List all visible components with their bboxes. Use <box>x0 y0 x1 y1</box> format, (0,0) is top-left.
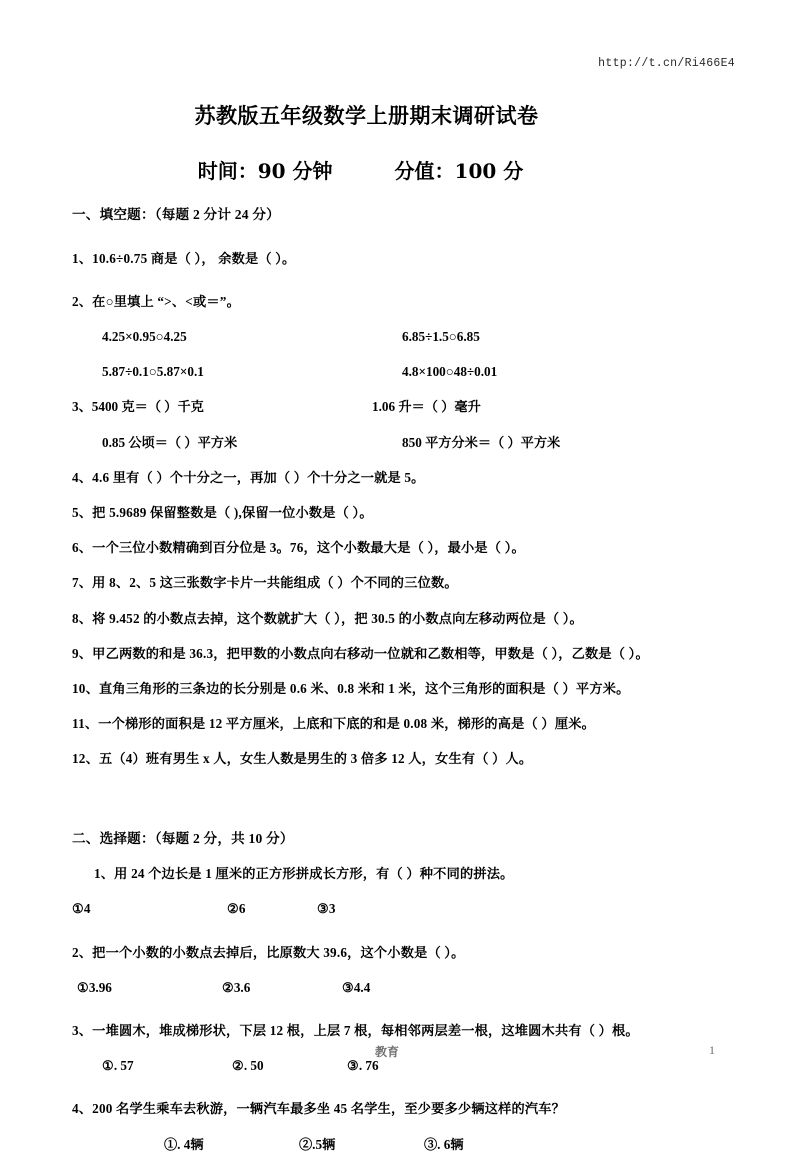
section1-question-2: 2、在○里填上 “>、<或＝”。 <box>72 293 240 309</box>
section1-q3-row-2-right: 850 平方分米＝（ ）平方米 <box>402 434 561 450</box>
section2-q3-option-1[interactable]: ①. 57 <box>102 1058 134 1074</box>
footer-note: 教育 <box>375 1045 400 1059</box>
section1-question-11: 11、一个梯形的面积是 12 平方厘米，上底和下底的和是 0.08 米，梯形的高是（ ）厘米。 <box>72 716 595 732</box>
source-url-text: http://t.cn/Ri466E4 <box>598 57 735 70</box>
section2-question-1: 1、用 24 个边长是 1 厘米的正方形拼成长方形，有（ ）种不同的拼法。 <box>94 866 514 882</box>
section1-q2-row-2-left: 5.87÷0.1○5.87×0.1 <box>102 364 204 380</box>
exam-body <box>72 208 762 1151</box>
section2-q1-option-2[interactable]: ②6 <box>227 901 246 917</box>
section2-q1-option-1[interactable]: ①4 <box>72 901 91 917</box>
section1-q2-row-1 <box>72 330 762 343</box>
section1-question-10: 10、直角三角形的三条边的长分别是 0.6 米、0.8 米和 1 米，这个三角形的面积是（ ）平方米。 <box>72 681 630 697</box>
section2-q3-option-3[interactable]: ③. 76 <box>347 1058 379 1074</box>
section2-q3-options <box>72 1059 762 1072</box>
section-1-heading: 一、填空题：（每题 2 分计 24 分） <box>72 207 280 222</box>
section1-question-5: 5、把 5.9689 保留整数是（ ),保留一位小数是（ ）。 <box>72 505 373 521</box>
section1-q3-row-1-right: 1.06 升＝（ ）毫升 <box>372 399 481 415</box>
section1-q3-row-2-left: 0.85 公顷＝（ ）平方米 <box>102 434 238 450</box>
section1-question-9: 9、甲乙两数的和是 36.3，把甲数的小数点向右移动一位就和乙数相等，甲数是（ ），乙数是（ ）。 <box>72 645 649 661</box>
section2-q4-option-3[interactable]: ③. 6辆 <box>424 1136 464 1152</box>
section1-question-12: 12、五（4）班有男生 x 人，女生人数是男生的 3 倍多 12 人，女生有（ ）人。 <box>72 751 533 767</box>
section2-q4-options <box>72 1138 762 1151</box>
exam-total-score: 分值：100 分 <box>394 159 524 183</box>
section1-question-8: 8、将 9.452 的小数点去掉，这个数就扩大（ ），把 30.5 的小数点向左移动两位是（ ）。 <box>72 610 583 626</box>
section2-question-3: 3、一堆圆木，堆成梯形状，下层 12 根，上层 7 根，每相邻两层差一根，这堆圆木共有（ ）根。 <box>72 1023 639 1039</box>
section2-q2-options <box>72 981 762 994</box>
section1-question-4: 4、4.6 里有（ ）个十分之一，再加（ ）个十分之一就是 5。 <box>72 469 425 485</box>
section1-q3-row-1-left: 3、5400 克＝（ ）千克 <box>72 399 204 415</box>
section2-q2-option-2[interactable]: ②3.6 <box>222 979 251 995</box>
section2-q1-option-3[interactable]: ③3 <box>317 901 336 917</box>
section2-q4-option-2[interactable]: ②.5辆 <box>299 1136 336 1152</box>
section1-q2-row-1-right: 6.85÷1.5○6.85 <box>402 329 480 344</box>
exam-duration: 时间：90 分钟 <box>197 159 333 183</box>
section2-q2-option-1[interactable]: ①3.96 <box>77 979 112 995</box>
section1-question-6: 6、一个三位小数精确到百分位是 3。76，这个小数最大是（ ），最小是（ ）。 <box>72 540 525 556</box>
section1-question-1: 1、10.6÷0.75 商是（ ）， 余数是（ ）。 <box>72 250 296 266</box>
exam-meta-line <box>0 155 793 184</box>
section2-q2-option-3[interactable]: ③4.4 <box>342 979 371 995</box>
section1-q2-row-2-right: 4.8×100○48÷0.01 <box>402 364 498 380</box>
footer-page-number: 1 <box>709 1043 715 1057</box>
section1-q3-row-2 <box>72 436 762 449</box>
section2-q1-options <box>72 902 762 915</box>
section1-q2-row-1-left: 4.25×0.95○4.25 <box>102 329 187 344</box>
page-title: 苏教版五年级数学上册期末调研试卷 <box>194 103 539 128</box>
section-2-heading: 二、选择题：（每题 2 分，共 10 分） <box>72 830 294 846</box>
section1-question-7: 7、用 8、2、5 这三张数字卡片一共能组成（ ）个不同的三位数。 <box>72 575 458 591</box>
section1-q3-row-1 <box>72 400 762 413</box>
section2-question-4: 4、200 名学生乘车去秋游，一辆汽车最多坐 45 名学生，至少要多少辆这样的汽车？ <box>72 1101 566 1117</box>
section2-q3-option-2[interactable]: ②. 50 <box>232 1058 264 1074</box>
section2-q4-option-1[interactable]: ①. 4辆 <box>164 1136 204 1152</box>
section2-question-2: 2、把一个小数的小数点去掉后，比原数大 39.6，这个小数是（ ）。 <box>72 944 465 960</box>
section1-q2-row-2 <box>72 365 762 378</box>
